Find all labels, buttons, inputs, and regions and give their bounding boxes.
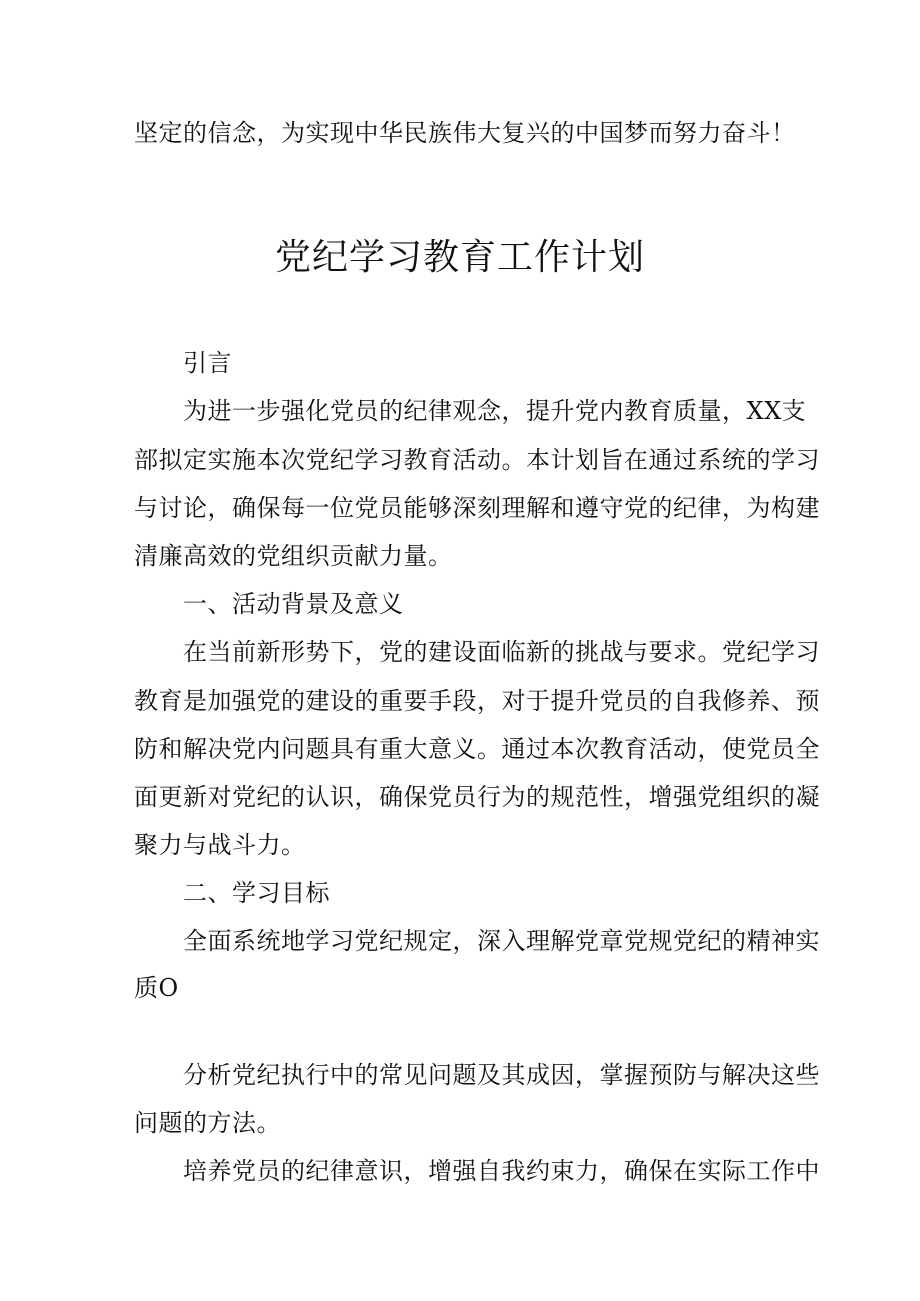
intro-paragraph-line: 为进一步强化党员的纪律观念，提升党内教育质量，XX支 (183, 397, 807, 425)
goal-line: 问题的方法。 (134, 1109, 281, 1137)
intro-paragraph-line: 清廉高效的党组织贡献力量。 (134, 542, 453, 570)
intro-paragraph-line: 与讨论，确保每一位党员能够深刻理解和遵守党的纪律，为构建 (134, 494, 820, 522)
goal-line: 培养党员的纪律意识，增强自我约束力，确保在实际工作中 (183, 1157, 820, 1185)
section1-paragraph-line: 在当前新形势下，党的建设面临新的挑战与要求。党纪学习 (183, 638, 820, 666)
section-heading: 二、学习目标 (183, 879, 330, 907)
document-title: 党纪学习教育工作计划 (274, 237, 645, 278)
goal-line: 质O (134, 974, 179, 1002)
section1-paragraph-line: 教育是加强党的建设的重要手段，对于提升党员的自我修养、预 (134, 687, 820, 715)
goal-line: 分析党纪执行中的常见问题及其成因，掌握预防与解决这些 (183, 1061, 820, 1089)
section-heading: 一、活动背景及意义 (183, 590, 404, 618)
section1-paragraph-line: 防和解决党内问题具有重大意义。通过本次教育活动，使党员全 (134, 735, 820, 763)
intro-heading: 引言 (183, 349, 232, 377)
section1-paragraph-line: 聚力与战斗力。 (134, 831, 306, 859)
continued-text-line: 坚定的信念，为实现中华民族伟大复兴的中国梦而努力奋斗！ (134, 119, 796, 147)
intro-paragraph-line: 部拟定实施本次党纪学习教育活动。本计划旨在通过系统的学习 (134, 446, 820, 474)
section1-paragraph-line: 面更新对党纪的认识，确保党员行为的规范性，增强党组织的凝 (134, 783, 820, 811)
goal-line: 全面系统地学习党纪规定，深入理解党章党规党纪的精神实 (183, 927, 820, 955)
